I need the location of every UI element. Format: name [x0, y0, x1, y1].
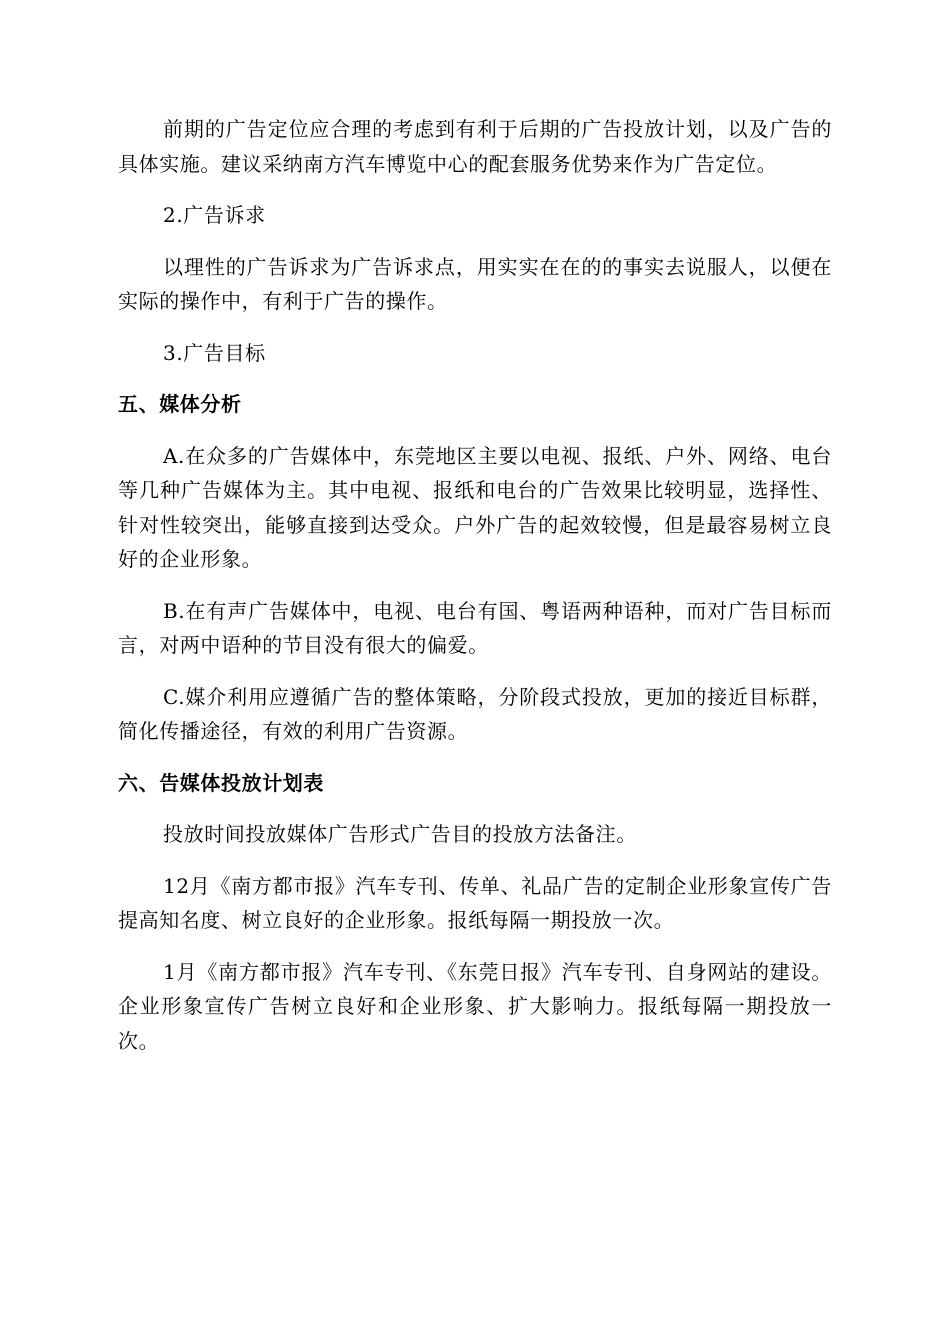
paragraph-ad-positioning: 前期的广告定位应合理的考虑到有利于后期的广告投放计划，以及广告的具体实施。建议采纳南方汽车博览中心的配套服务优势来作为广告定位。	[118, 117, 832, 176]
paragraph-media-a: A.在众多的广告媒体中，东莞地区主要以电视、报纸、户外、网络、电台等几种广告媒体为主。其中电视、报纸和电台的广告效果比较明显，选择性、针对性较突出，能够直接到达受众。户外广告的起效较慢，但是最容易树立良好的企业形象。	[118, 443, 832, 571]
subheading-ad-appeal: 2.广告诉求	[163, 203, 266, 227]
section-heading-media-plan: 六、告媒体投放计划表	[118, 770, 324, 795]
paragraph-plan-december: 12月《南方都市报》汽车专刊、传单、礼品广告的定制企业形象宣传广告提高知名度、树立良好的企业形象。报纸每隔一期投放一次。	[118, 873, 832, 932]
subheading-ad-goal: 3.广告目标	[163, 340, 266, 365]
paragraph-media-b: B.在有声广告媒体中，电视、电台有国、粤语两种语种，而对广告目标而言，对两中语种的节目没有很大的偏爱。	[118, 598, 832, 657]
paragraph-ad-appeal: 以理性的广告诉求为广告诉求点，用实实在在的的事实去说服人，以便在实际的操作中，有利于广告的操作。	[118, 254, 832, 313]
paragraph-plan-january: 1月《南方都市报》汽车专刊、《东莞日报》汽车专刊、自身网站的建设。企业形象宣传广告树立良好和企业形象、扩大影响力。报纸每隔一期投放一次。	[118, 959, 832, 1053]
paragraph-media-c: C.媒介利用应遵循广告的整体策略，分阶段式投放，更加的接近目标群，简化传播途径，有效的利用广告资源。	[118, 684, 832, 743]
paragraph-plan-columns: 投放时间投放媒体广告形式广告目的投放方法备注。	[163, 822, 637, 846]
document-body	[118, 112, 832, 1058]
section-heading-media-analysis: 五、媒体分析	[118, 392, 242, 416]
